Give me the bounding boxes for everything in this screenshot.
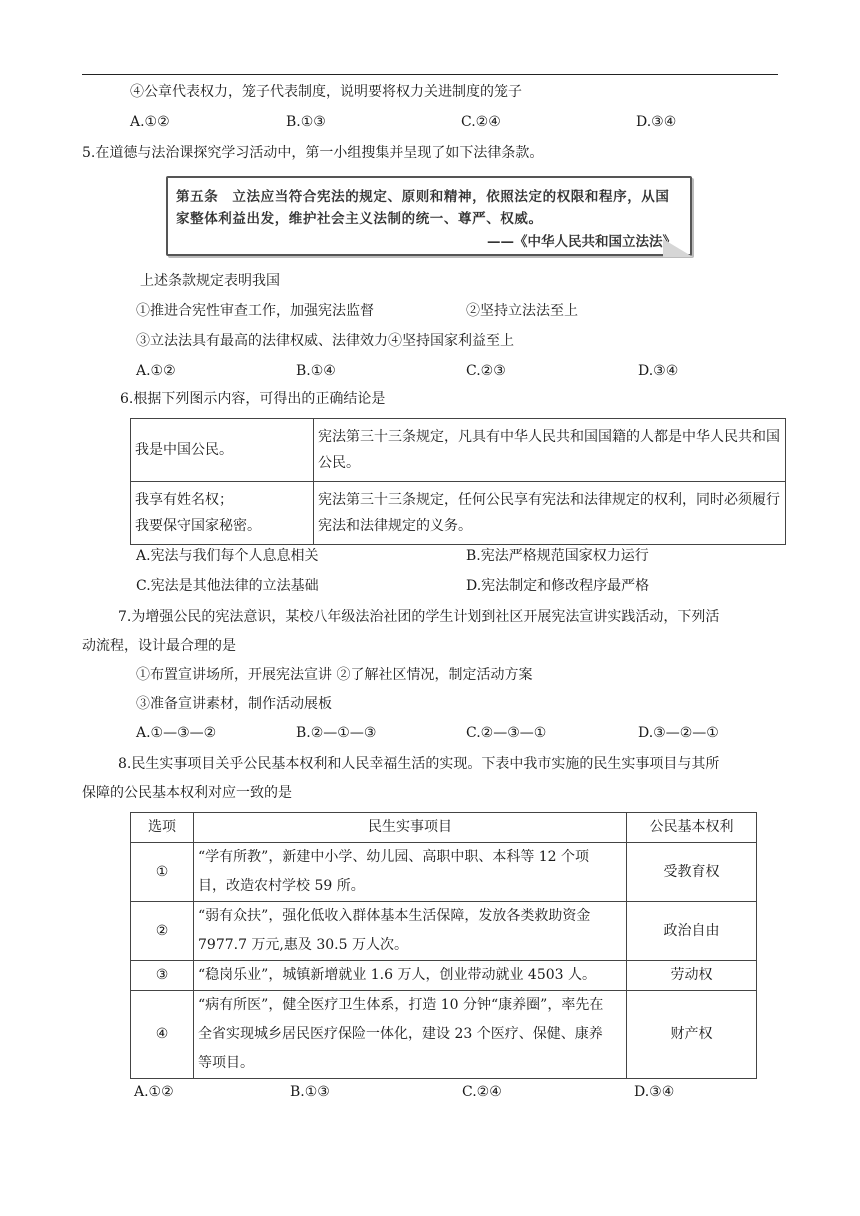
q5-option-c[interactable]: C.②③ (466, 363, 506, 379)
row-option: ② (131, 902, 194, 961)
q6-row2-left (131, 482, 314, 545)
q5-option-a[interactable]: A.①② (136, 363, 176, 379)
q8-option-d[interactable]: D.③④ (634, 1084, 675, 1100)
law-quote-box (166, 176, 692, 256)
row-project-line: 全省实现城乡居民医疗保险一体化，建设 23 个医疗、保健、康养 (198, 1026, 603, 1042)
row-project-line: “病有所医”，健全医疗卫生体系，打造 10 分钟“康养圈”，率先在 (198, 997, 604, 1013)
q8-option-c[interactable]: C.②④ (462, 1084, 502, 1100)
law-quote-source: ——《中华人民共和国立法法》 (487, 234, 676, 250)
q7-statement-line2: ③准备宣讲素材，制作活动展板 (136, 696, 332, 712)
q5-option-b[interactable]: B.①④ (296, 363, 336, 379)
table-row (131, 902, 757, 961)
header-option: 选项 (131, 813, 194, 843)
header-rule (82, 74, 778, 75)
q7-option-d[interactable]: D.③—②—① (638, 725, 719, 741)
page-fold-icon (663, 239, 693, 257)
q6-row2-left-line1: 我享有姓名权； (135, 492, 233, 508)
q6-row1-left-text: 我是中国公民。 (135, 442, 233, 458)
q5-option-d[interactable]: D.③④ (638, 363, 679, 379)
q7-stem-line1: 7.为增强公民的宪法意识，某校八年级法治社团的学生计划到社区开展宪法宣讲实践活动，下列活 (118, 609, 720, 625)
table-header-row (131, 813, 757, 843)
q6-option-a[interactable]: A.宪法与我们每个人息息相关 (136, 548, 319, 564)
header-project: 民生实事项目 (194, 813, 627, 843)
q5-statement-1: ①推进合宪性审查工作，加强宪法监督 (136, 303, 374, 319)
row-project (194, 991, 627, 1079)
q6-row2-left-line2: 我要保守国家秘密。 (135, 518, 261, 534)
row-project-line: “弱有众扶”，强化低收入群体基本生活保障，发放各类救助资金 (198, 908, 591, 924)
q8-stem-line2: 保障的公民基本权利对应一致的是 (82, 785, 292, 801)
q5-stem: 5.在道德与法治课探究学习活动中，第一小组搜集并呈现了如下法律条款。 (82, 145, 544, 161)
q4-option-b[interactable]: B.①③ (286, 114, 326, 130)
q4-statement-4: ④公章代表权力，笼子代表制度，说明要将权力关进制度的笼子 (130, 84, 522, 100)
row-option: ④ (131, 991, 194, 1079)
row-project-line: 目，改造农村学校 59 所。 (198, 878, 365, 894)
q4-option-d[interactable]: D.③④ (636, 114, 677, 130)
q7-stem-line2: 动流程，设计最合理的是 (82, 638, 236, 654)
q5-statement-2: ②坚持立法法至上 (466, 303, 578, 319)
q6-option-b[interactable]: B.宪法严格规范国家权力运行 (466, 548, 649, 564)
q5-statement-3-4: ③立法法具有最高的法律权威、法律效力④坚持国家利益至上 (136, 333, 514, 349)
q6-option-c[interactable]: C.宪法是其他法律的立法基础 (136, 578, 319, 594)
law-quote-text: 第五条 立法应当符合宪法的规定、原则和精神，依照法定的权限和程序，从国家整体利益出发，维护社会主义法制的统一、尊严、权威。 (176, 189, 670, 227)
q6-option-d[interactable]: D.宪法制定和修改程序最严格 (466, 578, 650, 594)
q6-row1-right: 宪法第三十三条规定，凡具有中华人民共和国国籍的人都是中华人民共和国公民。 (314, 419, 786, 482)
table-row (131, 843, 757, 902)
row-right: 财产权 (627, 991, 757, 1079)
row-option: ③ (131, 961, 194, 991)
q7-option-a[interactable]: A.①—③—② (136, 725, 217, 741)
row-project-line: 等项目。 (198, 1055, 254, 1071)
q6-row2-right: 宪法第三十三条规定，任何公民享有宪法和法律规定的权利，同时必须履行宪法和法律规定的义务。 (314, 482, 786, 545)
table-row (131, 482, 786, 545)
row-project (194, 843, 627, 902)
q8-option-a[interactable]: A.①② (134, 1084, 174, 1100)
table-row (131, 991, 757, 1079)
row-project (194, 961, 627, 991)
q8-option-b[interactable]: B.①③ (290, 1084, 330, 1100)
q7-option-c[interactable]: C.②—③—① (466, 725, 547, 741)
q5-lead: 上述条款规定表明我国 (140, 273, 280, 289)
header-right: 公民基本权利 (627, 813, 757, 843)
row-right: 政治自由 (627, 902, 757, 961)
row-option: ① (131, 843, 194, 902)
q6-stem: 6.根据下列图示内容，可得出的正确结论是 (120, 391, 386, 407)
row-project-line: “稳岗乐业”，城镇新增就业 1.6 万人，创业带动就业 4503 人。 (198, 967, 597, 983)
table-row (131, 419, 786, 482)
q7-statement-line1: ①布置宣讲场所，开展宪法宣讲 ②了解社区情况，制定活动方案 (136, 667, 533, 683)
row-project (194, 902, 627, 961)
row-project-line: 7977.7 万元,惠及 30.5 万人次。 (198, 937, 408, 953)
q4-option-a[interactable]: A.①② (130, 114, 170, 130)
row-right: 劳动权 (627, 961, 757, 991)
q6-row1-left (131, 419, 314, 482)
table-row (131, 961, 757, 991)
q6-table (130, 418, 786, 545)
row-right: 受教育权 (627, 843, 757, 902)
q4-option-c[interactable]: C.②④ (461, 114, 501, 130)
q8-stem-line1: 8.民生实事项目关乎公民基本权利和人民幸福生活的实现。下表中我市实施的民生实事项目与其所 (118, 756, 720, 772)
row-project-line: “学有所教”，新建中小学、幼儿园、高职中职、本科等 12 个项 (198, 849, 590, 865)
q7-option-b[interactable]: B.②—①—③ (296, 725, 377, 741)
q8-table (130, 812, 757, 1079)
